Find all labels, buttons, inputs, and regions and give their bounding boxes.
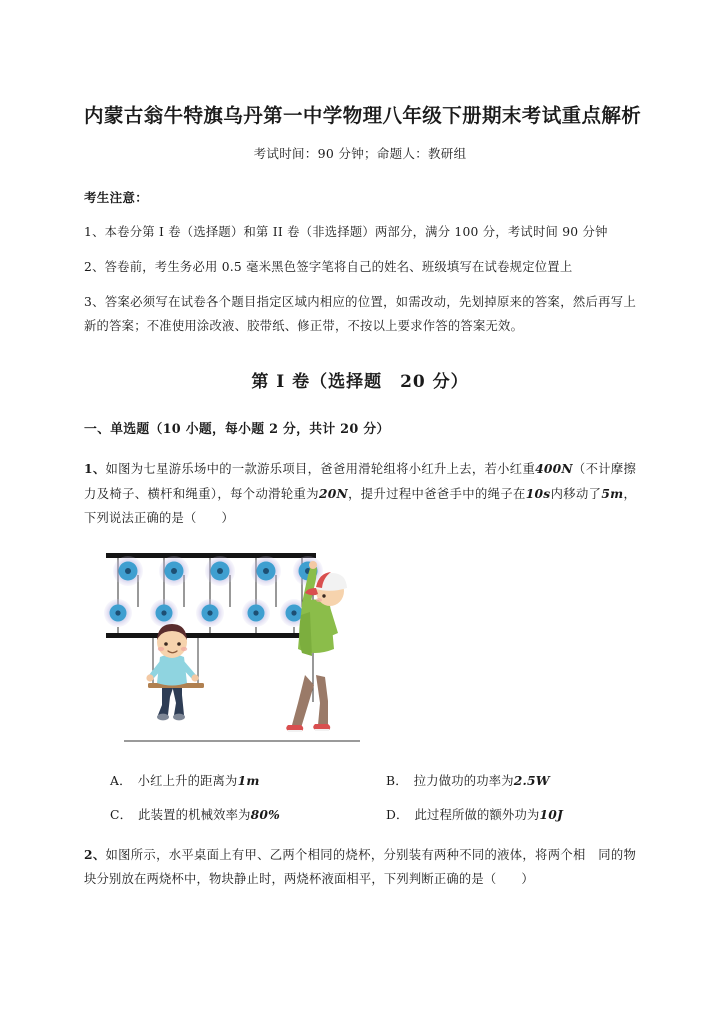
question-1-options: [84, 761, 636, 823]
option-b-label: B．: [386, 774, 408, 789]
candidate-notice: [84, 162, 636, 339]
exam-subtitle: 考试时间：90 分钟；命题人：教研组: [253, 146, 467, 162]
notice-heading: 考生注意：: [84, 190, 149, 206]
option-b[interactable]: [360, 771, 636, 789]
man-figure: [286, 561, 347, 732]
question-1-text-part-3: ，提升过程中爸爸手中的绳子在: [347, 487, 526, 502]
option-a-text: 小红上升的距离为: [137, 774, 238, 789]
question-2-number: 2、: [84, 847, 106, 863]
option-c[interactable]: [84, 805, 360, 823]
pulley-hanger-stems: [118, 627, 294, 633]
option-a[interactable]: [84, 771, 360, 789]
lower-cross-bar: [106, 633, 312, 638]
question-1-text: [84, 457, 636, 531]
option-row-ab: [84, 771, 636, 789]
question-1-value-3: 10s: [525, 486, 551, 502]
question-1-text-part-5: ，下列说法正确的是（ ）: [84, 487, 636, 526]
section-heading: 第 I 卷（选择题 20 分）: [251, 372, 469, 393]
option-c-text: 此装置的机械效率为: [138, 808, 251, 823]
question-2: [84, 823, 636, 892]
question-1-value-2: 20N: [318, 486, 348, 502]
question-1-value-1: 400N: [535, 461, 573, 477]
option-b-value: 2.5W: [513, 773, 550, 789]
option-d-text: 此过程所做的额外功为: [414, 808, 540, 823]
boy-figure: [146, 624, 204, 720]
question-2-text: [84, 843, 636, 892]
top-support-bar: [106, 553, 316, 558]
option-row-cd: [84, 805, 636, 823]
question-2-text-part-1: 如图所示，水平桌面上有甲、乙两个相同的烧杯，分别装有两种不同的液体，将两个相 同的物块分别放在两烧杯中，物块静止时，两烧杯液面相平，下列判断正确的是（ ）: [84, 848, 636, 887]
option-c-value: 80%: [250, 807, 280, 823]
option-b-text: 拉力做功的功率为: [413, 774, 514, 789]
fixed-pulleys: [113, 556, 323, 586]
option-d-label: D．: [386, 808, 409, 823]
notice-item-1: 1、本卷分第 I 卷（选择题）和第 II 卷（非选择题）两部分，满分 100 分，考试时间 90 分钟: [84, 225, 608, 240]
question-1: [84, 437, 636, 823]
option-a-label: A．: [110, 774, 132, 789]
option-d[interactable]: [360, 805, 636, 823]
notice-item-2: 2、答卷前，考生务必用 0.5 毫米黑色签字笔将自己的姓名、班级填写在试卷规定位置上: [84, 260, 573, 275]
question-1-text-part-4: 内移动了: [550, 487, 602, 502]
question-1-text-part-1: 如图为七星游乐场中的一款游乐项目，爸爸用滑轮组将小红升上去，若小红重: [105, 462, 536, 477]
option-d-value: 10J: [539, 807, 564, 823]
option-a-value: 1m: [237, 773, 260, 789]
pulley-system-illustration: [102, 545, 368, 761]
page-title: 内蒙古翁牛特旗乌丹第一中学物理八年级下册期末考试重点解析: [84, 104, 642, 127]
question-1-number: 1、: [84, 461, 106, 477]
option-c-label: C．: [110, 808, 133, 823]
question-1-value-4: 5m: [601, 486, 624, 502]
movable-pulleys: [104, 599, 308, 627]
notice-item-3: 3、答案必须写在试卷各个题目指定区域内相应的位置，如需改动，先划掉原来的答案，然后再写上新的答案；不准使用涂改液、胶带纸、修正带，不按以上要求作答的答案无效。: [84, 295, 636, 334]
question-1-text-part-2: （不计摩擦力及椅子、横杆和绳重），每个动滑轮重为: [84, 462, 636, 502]
subsection-heading: 一、单选题（10 小题，每小题 2 分，共计 20 分）: [84, 422, 390, 438]
